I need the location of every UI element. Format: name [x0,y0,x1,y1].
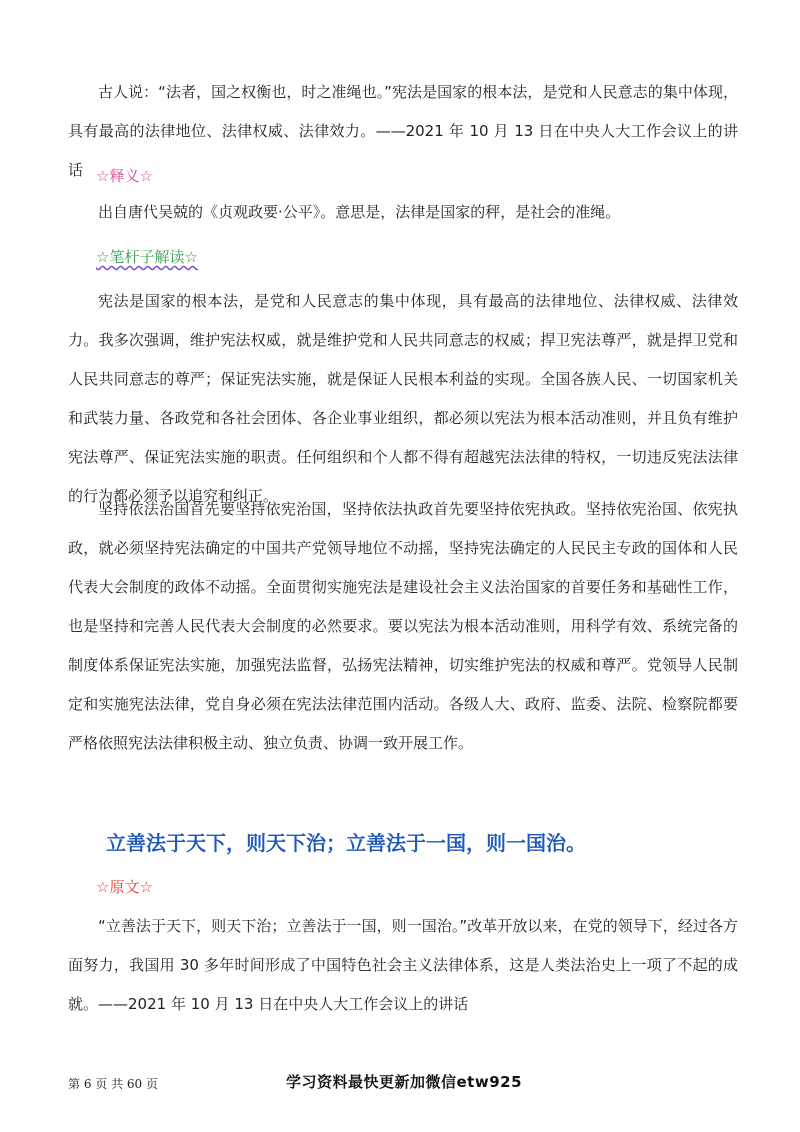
original-paragraph: “立善法于天下，则天下治；立善法于一国，则一国治。”改革开放以来，在党的领导下，经过各方面努力，我国用 30 多年时间形成了中国特色社会主义法律体系，这是人类法治史上一项了不起的成就。——2021 年 10 月 13 日在中央人大工作会议上的讲话 [68,917,738,1013]
quote-paragraph: 古人说：“法者，国之权衡也，时之准绳也。”宪法是国家的根本法，是党和人民意志的集中体现，具有最高的法律地位、法律权威、法律效力。——2021 年 10 月 13 日在中央人大工作会议上的讲话 [68,83,738,179]
reading-paragraph-2: 坚持依法治国首先要坚持依宪治国，坚持依法执政首先要坚持依宪执政。坚持依宪治国、依宪执政，就必须坚持宪法确定的中国共产党领导地位不动摇，坚持宪法确定的人民民主专政的国体和人民代表大会制度的政体不动摇。全面贯彻实施宪法是建设社会主义法治国家的首要任务和基础性工作，也是坚持和完善人民代表大会制度的必然要求。要以宪法为根本活动准则，用科学有效、系统完备的制度体系保证宪法实施，加强宪法监督，弘扬宪法精神，切实维护宪法的权威和尊严。党领导人民制定和实施宪法法律，党自身必须在宪法法律范围内活动。各级人大、政府、监委、法院、检察院都要严格依照宪法法律积极主动、独立负责、协调一致开展工作。 [68,500,738,752]
page-number: 第 6 页 共 60 页 [68,1077,158,1091]
original-label: ☆原文☆ [96,878,153,896]
reading-label: ☆笔杆子解读☆ [96,248,198,266]
section-heading: 立善法于天下，则天下治；立善法于一国，则一国治。 [106,831,586,855]
footer-watermark: 学习资料最快更新加微信etw925 [286,1073,523,1091]
interpretation-text: 出自唐代吴兢的《贞观政要·公平》。意思是，法律是国家的秤，是社会的准绳。 [98,203,621,221]
reading-paragraph-1: 宪法是国家的根本法，是党和人民意志的集中体现，具有最高的法律地位、法律权威、法律效力。我多次强调，维护宪法权威，就是维护党和人民共同意志的权威；捍卫宪法尊严，就是捍卫党和人民共同意志的尊严；保证宪法实施，就是保证人民根本利益的实现。全国各族人民、一切国家机关和武装力量、各政党和各社会团体、各企业事业组织，都必须以宪法为根本活动准则，并且负有维护宪法尊严、保证宪法实施的职责。任何组织和个人都不得有超越宪法法律的特权，一切违反宪法法律的行为都必须予以追究和纠正。 [68,292,738,505]
interpretation-label: ☆释义☆ [96,167,153,185]
